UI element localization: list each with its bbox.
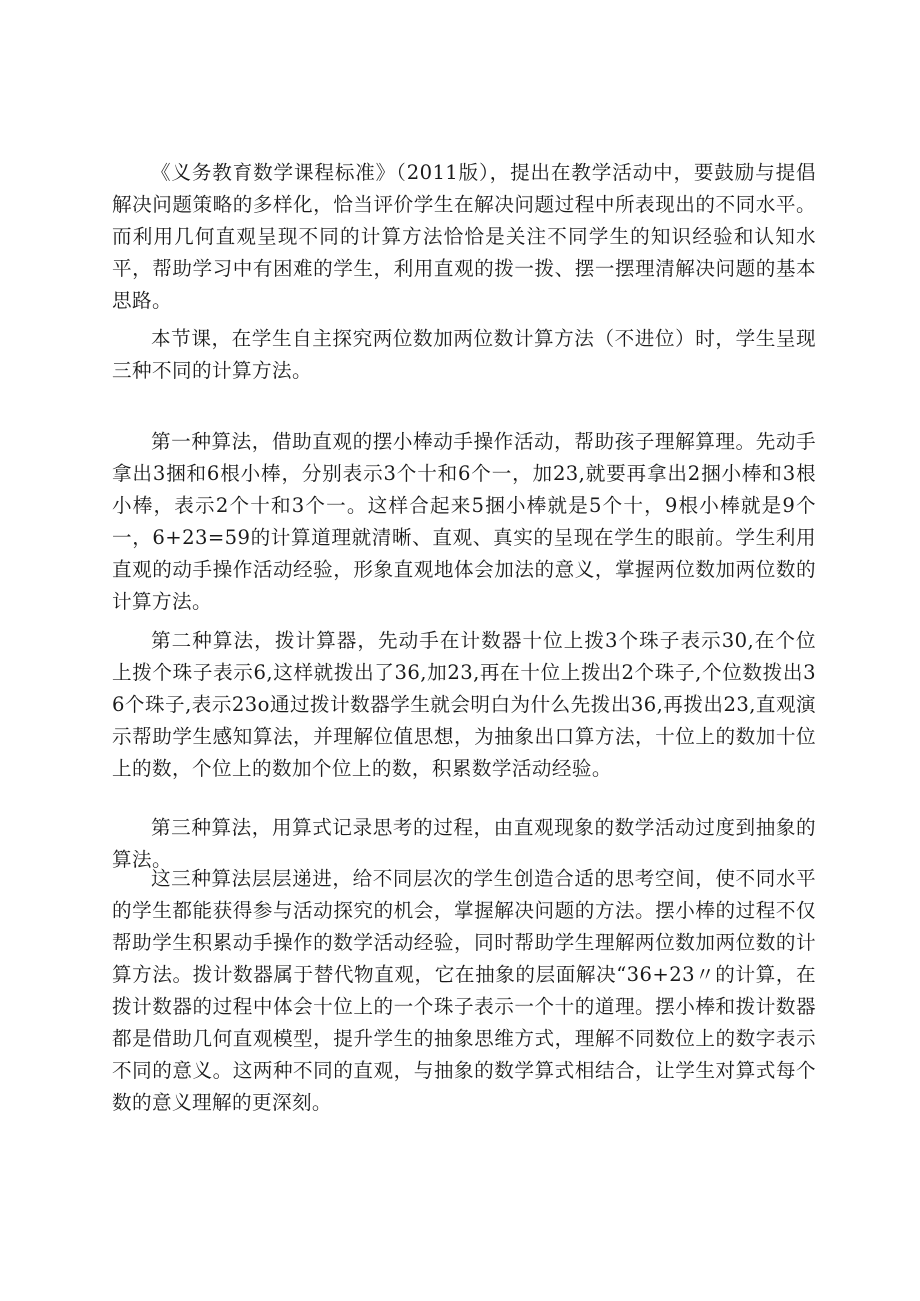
paragraph-summary: 这三种算法层层递进，给不同层次的学生创造合适的思考空间，使不同水平的学生都能获得参与活动探究的机会，掌握解决问题的方法。摆小棒的过程不仅帮助学生积累动手操作的数学活动经验，同时帮助学生理解两位数加两位数的计算方法。拨计数器属于替代物直观，它在抽象的层面解决“36+23〃的计算，在拨计数器的过程中体会十位上的一个珠子表示一个十的道理。摆小棒和拨计数器都是借助几何直观模型，提升学生的抽象思维方式，理解不同数位上的数字表示不同的意义。这两种不同的直观，与抽象的数学算式相结合，让学生对算式每个数的意义理解的更深刻。 (112, 867, 816, 1114)
paragraph-lesson-intro: 本节课，在学生自主探究两位数加两位数计算方法（不进位）时，学生呈现三种不同的计算方法。 (112, 327, 816, 382)
paragraph-curriculum-standard: 《义务教育数学课程标准》（2011版），提出在教学活动中，要鼓励与提倡解决问题策略的多样化，恰当评价学生在解决问题过程中所表现出的不同水平。而利用几何直观呈现不同的计算方法恰恰是关注不同学生的知识经验和认知水平，帮助学习中有困难的学生，利用直观的拨一拨、摆一摆理清解决问题的基本思路。 (112, 161, 816, 312)
paragraph-method-two: 第二种算法，拨计算器，先动手在计数器十位上拨3个珠子表示30,在个位上拨个珠子表示6,这样就拨出了36,加23,再在十位上拨出2个珠子,个位数拨出36个珠子,表示23o通过拨计数器学生就会明白为什么先拨出36,再拨出23,直观演示帮助学生感知算法，并理解位值思想，为抽象出口算方法，十位上的数加十位上的数，个位上的数加个位上的数，积累数学活动经验。 (112, 629, 816, 780)
paragraph-method-one: 第一种算法，借助直观的摆小棒动手操作活动，帮助孩子理解算理。先动手拿出3捆和6根小棒，分别表示3个十和6个一，加23,就要再拿出2捆小棒和3根小棒，表示2个十和3个一。这样合起来5捆小棒就是5个十，9根小棒就是9个一，6+23=59的计算道理就清晰、直观、真实的呈现在学生的眼前。学生利用直观的动手操作活动经验，形象直观地体会加法的意义，掌握两位数加两位数的计算方法。 (112, 430, 816, 613)
paragraph-method-three: 第三种算法，用算式记录思考的过程，由直观现象的数学活动过度到抽象的算法。 (112, 816, 816, 871)
